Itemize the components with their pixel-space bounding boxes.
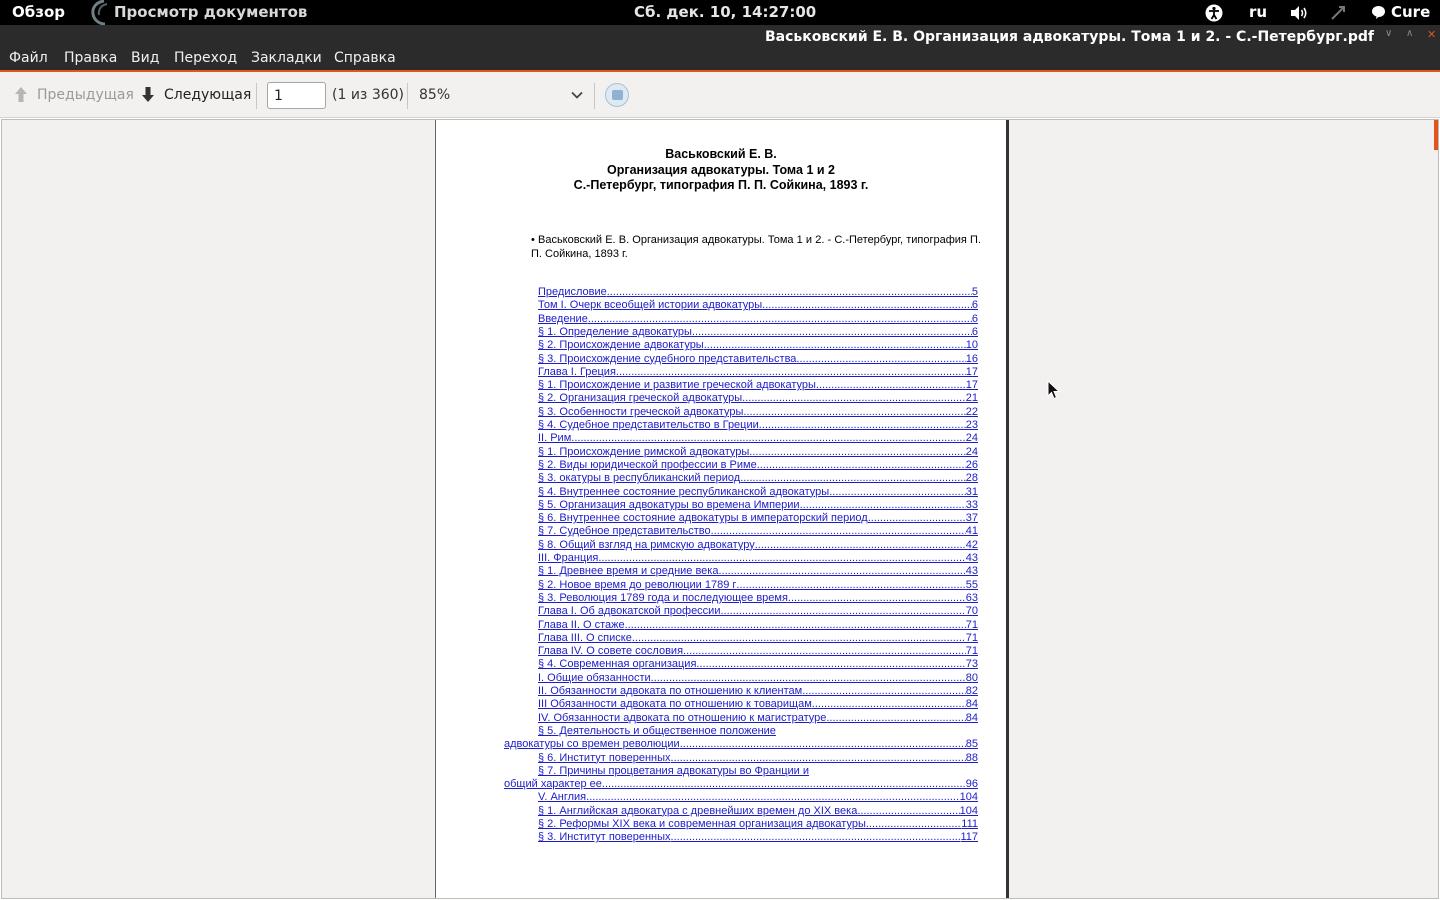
toc-leader-dots xyxy=(755,539,966,552)
toc-leader-dots xyxy=(802,685,966,698)
top-panel xyxy=(0,0,1440,25)
toc-entry[interactable] xyxy=(538,472,978,485)
keyboard-layout-indicator[interactable]: ru xyxy=(1249,3,1268,21)
toc-entry-page: 70 xyxy=(965,605,978,618)
toc-entry[interactable] xyxy=(538,712,978,725)
app-menu[interactable]: Просмотр документов xyxy=(114,3,308,21)
toc-entry-page: 33 xyxy=(965,498,978,511)
toc-entry-label: II. Обязанности адвоката по отношению к клиентам xyxy=(538,685,803,697)
toc-entry[interactable] xyxy=(538,818,978,831)
user-menu[interactable]: Cure xyxy=(1391,3,1431,21)
network-icon[interactable] xyxy=(1329,4,1347,22)
toc-entry[interactable] xyxy=(538,658,978,671)
toc-entry-label: IV. Обязанности адвоката по отношению к магистратуре xyxy=(538,711,827,724)
toc-leader-dots xyxy=(625,619,966,632)
toc-entry[interactable] xyxy=(538,379,978,392)
next-page-button[interactable]: Следующая xyxy=(164,87,252,103)
toc-leader-dots xyxy=(598,552,965,565)
menu-file[interactable]: Файл xyxy=(9,50,48,66)
toc-leader-dots xyxy=(671,831,961,844)
toolbar xyxy=(0,72,1440,118)
toc-leader-dots xyxy=(696,658,965,671)
toc-entry-page: 42 xyxy=(965,538,978,551)
toc-leader-dots xyxy=(588,313,972,326)
bibliographic-entry: • Васьковский Е. В. Организация адвокатуры. Тома 1 и 2. - С.-Петербург, типография П. П. Сойкина, 1893 г. xyxy=(531,234,981,260)
toc-entry[interactable] xyxy=(538,313,978,326)
toc-entry[interactable] xyxy=(538,539,978,552)
toc-entry-label: Глава I. Об адвокатской профессии xyxy=(538,605,721,618)
toc-entry-label: § 7. Судебное представительство xyxy=(538,525,711,538)
toc-leader-dots xyxy=(711,525,966,538)
toc-leader-dots xyxy=(757,459,966,472)
toc-entry[interactable] xyxy=(538,605,978,618)
toc-entry-page: 41 xyxy=(965,525,978,538)
toc-entry-page: 96 xyxy=(965,778,978,791)
toc-entry-label: III. Франция xyxy=(538,552,599,564)
document-title-line: Васьковский Е. В. xyxy=(665,147,777,161)
document-page[interactable] xyxy=(435,120,1009,899)
toc-entry-page: 17 xyxy=(965,365,978,378)
toc-entry-page: 24 xyxy=(965,445,978,458)
accessibility-icon[interactable] xyxy=(1205,4,1223,22)
toc-leader-dots xyxy=(602,778,966,791)
toc-entry-page: 21 xyxy=(965,392,978,405)
toc-entry[interactable] xyxy=(538,592,978,605)
window-title: Васьковский Е. В. Организация адвокатуры. Тома 1 и 2. - С.-Петербург.pdf xyxy=(764,29,1374,45)
toc-leader-dots xyxy=(742,392,966,405)
menu-help[interactable]: Справка xyxy=(334,50,396,66)
toc-entry-page: 6 xyxy=(971,312,978,325)
maximize-icon[interactable]: ∧ xyxy=(1406,28,1414,39)
window-menu-icon[interactable]: ∨ xyxy=(1385,28,1393,39)
toc-leader-dots xyxy=(868,512,966,525)
toc-entry-label: общий характер ее xyxy=(504,778,602,791)
page-number-input[interactable] xyxy=(267,82,326,109)
toc-leader-dots xyxy=(812,698,966,711)
toc-entry[interactable] xyxy=(538,406,978,419)
toc-leader-dots xyxy=(683,645,966,658)
toc-leader-dots xyxy=(743,406,965,419)
toc-leader-dots xyxy=(632,632,966,645)
toc-entry[interactable] xyxy=(538,286,978,299)
toc-leader-dots xyxy=(671,752,966,765)
toc-entry[interactable] xyxy=(538,645,978,658)
toc-entry[interactable] xyxy=(538,632,978,645)
toc-leader-dots xyxy=(788,592,966,605)
toc-entry[interactable] xyxy=(538,752,978,765)
toc-entry-label: § 1. Происхождение римской адвокатуры xyxy=(538,445,750,458)
toc-entry-label: Глава IV. О совете сословия xyxy=(538,645,684,658)
toc-entry[interactable] xyxy=(538,685,978,698)
activities-button[interactable]: Обзор xyxy=(12,3,65,21)
toc-entry-page: 104 xyxy=(959,804,978,817)
toc-entry-page: 88 xyxy=(965,751,978,764)
toc-entry-label: § 4. Современная организация xyxy=(538,658,697,671)
toc-entry[interactable] xyxy=(538,499,978,512)
menu-bookmarks[interactable]: Закладки xyxy=(251,50,322,66)
toc-entry-label: § 2. Новое время до революции 1789 г xyxy=(538,578,737,591)
toc-entry[interactable] xyxy=(538,446,978,459)
toc-leader-dots xyxy=(692,326,972,339)
toc-entry-page: 17 xyxy=(965,379,978,392)
toc-entry[interactable] xyxy=(538,619,978,632)
toc-entry-page: 6 xyxy=(971,299,978,312)
toc-entry-page: 43 xyxy=(965,552,978,564)
toc-entry[interactable] xyxy=(538,353,978,366)
toolbar-separator xyxy=(256,83,257,109)
sidebar-toggle-button[interactable] xyxy=(605,83,629,107)
toc-entry-first-line[interactable]: § 5. Деятельность и общественное положение xyxy=(538,724,776,737)
document-title-line: Организация адвокатуры. Тома 1 и 2 xyxy=(607,162,835,177)
toc-entry-label: § 1. Определение адвокатуры xyxy=(538,325,692,338)
toc-entry-label: адвокатуры со времен революции xyxy=(504,738,680,751)
toc-entry[interactable] xyxy=(504,778,978,791)
document-viewport[interactable] xyxy=(1,119,1439,899)
toc-entry[interactable] xyxy=(538,552,978,565)
toc-entry[interactable] xyxy=(538,419,978,432)
toc-entry[interactable] xyxy=(538,432,978,445)
document-title-line: С.-Петербург, типография П. П. Сойкина, 1893 г. xyxy=(573,178,869,192)
toc-entry-page: 37 xyxy=(965,512,978,525)
toc-leader-dots xyxy=(762,299,972,312)
toc-entry-page: 117 xyxy=(960,831,978,844)
toc-leader-dots xyxy=(826,712,965,725)
toc-entry-page: 85 xyxy=(965,738,978,751)
toc-entry-label: § 3. Институт поверенных xyxy=(538,831,671,844)
toc-leader-dots xyxy=(796,353,965,366)
chevron-down-icon[interactable] xyxy=(570,88,584,102)
toc-entry-page: 43 xyxy=(965,565,978,578)
scrollbar-indicator[interactable] xyxy=(1434,120,1438,150)
toc-entry-label: Глава II. О стаже xyxy=(538,618,625,631)
toc-leader-dots xyxy=(759,419,966,432)
mouse-cursor-icon xyxy=(1047,380,1061,400)
toc-leader-dots xyxy=(857,805,959,818)
toc-entry-label: § 2. Происхождение адвокатуры xyxy=(538,339,704,352)
toc-entry-page: 31 xyxy=(965,485,978,498)
toc-entry-label: § 4. Внутреннее состояние республиканской адвокатуры xyxy=(538,485,830,498)
toc-leader-dots xyxy=(586,791,959,804)
toc-entry-label: § 6. Институт поверенных xyxy=(538,751,671,764)
toc-entry-label: § 2. Виды юридической профессии в Риме xyxy=(538,458,757,471)
toc-entry-page: 73 xyxy=(965,658,978,671)
toc-leader-dots xyxy=(749,446,965,459)
toc-entry-page: 71 xyxy=(965,618,978,631)
toc-entry[interactable] xyxy=(538,392,978,405)
sidebar-icon xyxy=(612,90,623,100)
toc-entry-page: 5 xyxy=(971,286,978,298)
toc-entry[interactable] xyxy=(504,738,978,751)
toc-entry-page: 84 xyxy=(965,698,978,711)
toc-entry-label: § 5. Организация адвокатуры во времена Империи xyxy=(538,498,800,511)
toc-leader-dots xyxy=(704,339,966,352)
toc-entry[interactable] xyxy=(538,791,978,804)
toc-entry[interactable] xyxy=(538,672,978,685)
toc-leader-dots xyxy=(816,379,966,392)
toc-entry-label: § 6. Внутреннее состояние адвокатуры в императорский период xyxy=(538,512,868,525)
toc-entry[interactable] xyxy=(538,366,978,379)
toc-entry-page: 71 xyxy=(965,631,978,644)
toc-entry-label: § 1. Английская адвокатура с древнейших времен до XIX века xyxy=(538,804,858,817)
toc-entry[interactable] xyxy=(538,299,978,312)
toc-entry-page: 23 xyxy=(965,419,978,431)
toc-leader-dots xyxy=(829,486,966,499)
toc-entry-label: § 1. Происхождение и развитие греческой адвокатуры xyxy=(538,379,816,392)
document-viewer-icon xyxy=(90,0,114,25)
toc-entry[interactable] xyxy=(538,459,978,472)
toc-entry[interactable] xyxy=(538,326,978,339)
toc-entry-label: § 4. Судебное представительство в Греции xyxy=(538,419,759,431)
toc-entry-label: V. Англия xyxy=(538,791,587,804)
toc-entry[interactable] xyxy=(538,565,978,578)
menu-go[interactable]: Переход xyxy=(174,50,238,66)
toc-entry-label: Предисловие xyxy=(538,286,607,298)
toc-leader-dots xyxy=(866,818,961,831)
window-titlebar[interactable] xyxy=(0,25,1440,49)
toc-entry-label: § 2. Реформы XIX века и современная организация адвокатуры xyxy=(538,818,866,830)
toc-entry-label: § 3. Происхождение судебного представительства xyxy=(538,352,797,365)
toc-entry-page: 82 xyxy=(965,685,978,697)
toc-entry[interactable] xyxy=(538,698,978,711)
toc-leader-dots xyxy=(616,366,966,379)
menu-view[interactable]: Вид xyxy=(131,50,160,66)
toc-entry-first-line[interactable]: § 7. Причины процветания адвокатуры во Франции и xyxy=(538,764,809,777)
toc-entry-page: 80 xyxy=(965,671,978,684)
toc-entry-page: 26 xyxy=(965,458,978,471)
toc-entry-label: I. Общие обязанности xyxy=(538,671,651,684)
toc-entry-page: 84 xyxy=(965,711,978,724)
toc-entry-page: 22 xyxy=(965,405,978,418)
toc-entry[interactable] xyxy=(538,805,978,818)
menu-bar xyxy=(0,49,1440,70)
toc-leader-dots xyxy=(800,499,966,512)
toc-leader-dots xyxy=(720,605,965,618)
volume-icon[interactable] xyxy=(1289,4,1309,22)
toc-entry-page: 71 xyxy=(965,645,978,658)
clock[interactable]: Сб. дек. 10, 14:27:00 xyxy=(634,3,817,21)
toc-entry-label: § 1. Древнее время и средние века xyxy=(538,565,719,578)
toc-entry-label: § 3. Особенности греческой адвокатуры xyxy=(538,405,744,418)
toc-leader-dots xyxy=(680,738,966,751)
page-count: (1 из 360) xyxy=(332,87,404,103)
arrow-up-icon[interactable] xyxy=(13,86,29,104)
toc-leader-dots xyxy=(571,432,965,445)
toc-entry-label: § 2. Организация греческой адвокатуры xyxy=(538,392,743,405)
toc-entry-page: 111 xyxy=(961,818,978,830)
toc-entry-page: 6 xyxy=(971,325,978,338)
toc-entry-page: 24 xyxy=(965,432,978,445)
close-icon[interactable]: ✕ xyxy=(1427,28,1437,41)
toolbar-separator xyxy=(407,83,408,109)
toc-leader-dots xyxy=(651,672,966,685)
toc-leader-dots xyxy=(607,286,972,299)
toolbar-separator xyxy=(594,83,595,109)
user-status-icon[interactable] xyxy=(1371,5,1386,20)
toc-entry[interactable] xyxy=(538,512,978,525)
toc-leader-dots xyxy=(736,579,965,592)
toc-entry[interactable] xyxy=(538,339,978,352)
toc-entry-page: 28 xyxy=(965,472,978,485)
toc-entry-page: 10 xyxy=(965,339,978,352)
toc-entry-label: Том I. Очерк всеобщей истории адвокатуры xyxy=(538,299,763,312)
toc-leader-dots xyxy=(718,565,965,578)
toc-leader-dots xyxy=(740,472,966,485)
previous-page-button[interactable]: Предыдущая xyxy=(37,87,134,103)
toc-entry-page: 104 xyxy=(959,791,978,804)
toc-entry-label: Введение xyxy=(538,312,588,325)
toc-entry-label: Глава III. О списке xyxy=(538,631,632,644)
toc-entry-label: III Обязанности адвоката по отношению к товарищам xyxy=(538,698,812,711)
toc-entry[interactable] xyxy=(538,525,978,538)
toc-entry-label: § 3. окатуры в республиканский период xyxy=(538,472,741,485)
document-title xyxy=(436,147,1006,194)
toc-entry[interactable] xyxy=(538,579,978,592)
toc-entry-page: 16 xyxy=(965,352,978,365)
toc-entry-page: 55 xyxy=(965,578,978,591)
menu-edit[interactable]: Правка xyxy=(64,50,118,66)
toc-entry[interactable] xyxy=(538,831,978,844)
toc-entry-label: Глава I. Греция xyxy=(538,365,616,378)
toc-entry-label: § 8. Общий взгляд на римскую адвокатуру xyxy=(538,538,755,551)
zoom-select[interactable]: 85% xyxy=(419,87,451,103)
toc-entry-label: § 3. Революция 1789 года и последующее время xyxy=(538,591,788,604)
arrow-down-icon[interactable] xyxy=(140,86,156,104)
toc-entry-label: II. Рим xyxy=(538,432,572,445)
toc-entry-page: 63 xyxy=(965,591,978,604)
toc-entry[interactable] xyxy=(538,486,978,499)
